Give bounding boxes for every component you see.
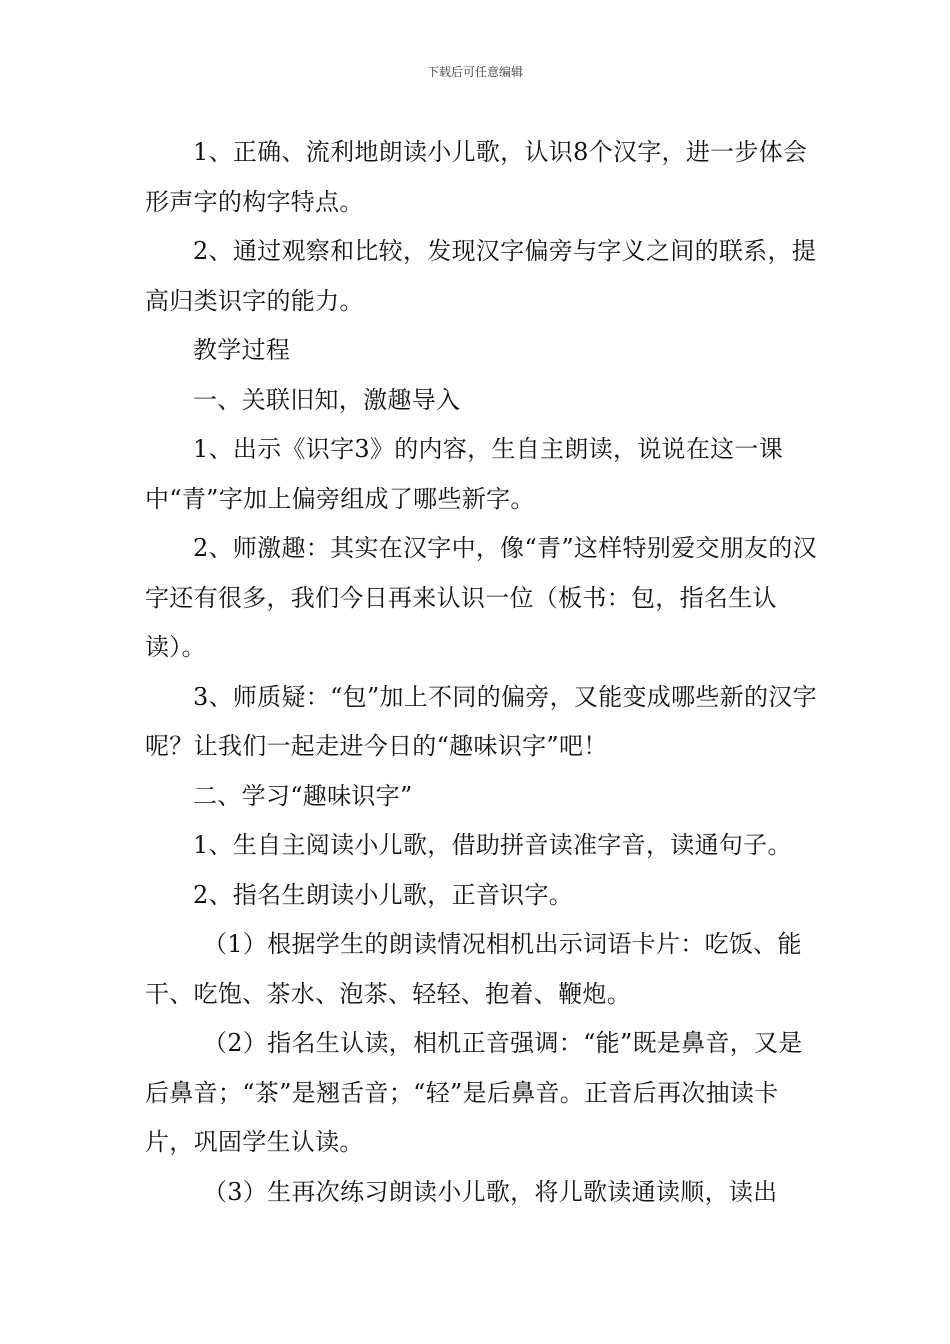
- paragraph-objective-2: 2、通过观察和比较，发现汉字偏旁与字义之间的联系，提高归类识字的能力。: [145, 237, 817, 315]
- paragraph-step-2: 2、师激趣：其实在汉字中，像“青”这样特别爱交朋友的汉字还有很多，我们今日再来认识一位（板书：包，指名生认读）。: [145, 534, 817, 661]
- section-heading-process: 教学过程: [193, 336, 291, 364]
- paragraph-step-3: 3、师质疑：“包”加上不同的偏旁，又能变成哪些新的汉字呢？让我们一起走进今日的“趣味识字”吧！: [145, 682, 817, 760]
- paragraph-sub-2: （2）指名生认读，相机正音强调：“能”既是鼻音，又是后鼻音；“茶”是翘舌音；“轻”是后鼻音。正音后再次抽读卡片，巩固学生认读。: [145, 1029, 803, 1156]
- paragraph-read-2: 2、指名生朗读小儿歌，正音识字。: [193, 880, 574, 909]
- paragraph-read-1: 1、生自主阅读小儿歌，借助拼音读准字音，读通句子。: [193, 831, 792, 859]
- paragraph-sub-3: （3）生再次练习朗读小儿歌，将儿歌读通读顺，读出: [203, 1177, 778, 1206]
- page-header: 下载后可任意编辑: [426, 65, 523, 79]
- section-heading-part-1: 一、关联旧知，激趣导入: [193, 385, 461, 414]
- paragraph-sub-1: （1）根据学生的朗读情况相机出示词语卡片：吃饭、能干、吃饱、茶水、泡茶、轻轻、抱着、鞭炮。: [145, 930, 802, 1008]
- document-body: [145, 128, 825, 1217]
- paragraph-objective-1: 1、正确、流利地朗读小儿歌，认识8个汉字，进一步体会形声字的构字特点。: [145, 138, 808, 216]
- section-heading-part-2: 二、学习“趣味识字”: [193, 781, 413, 810]
- paragraph-step-1: 1、出示《识字3》的内容，生自主朗读，说说在这一课中“青”字加上偏旁组成了哪些新字。: [145, 435, 784, 513]
